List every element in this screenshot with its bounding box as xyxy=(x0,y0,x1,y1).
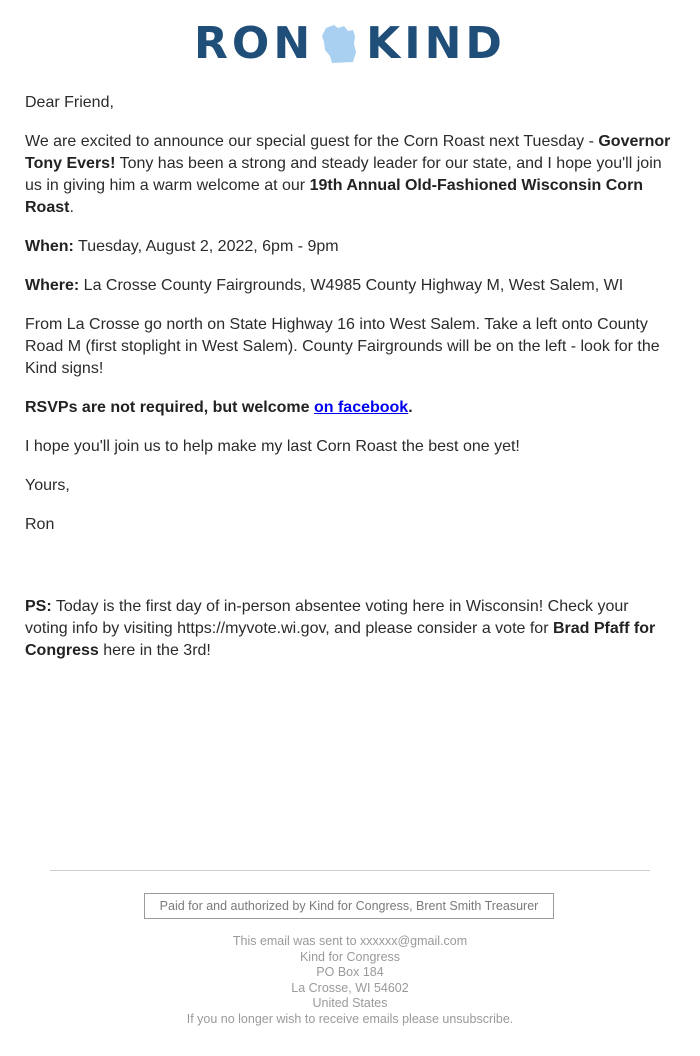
where-value: La Crosse County Fairgrounds, W4985 County Highway M, West Salem, WI xyxy=(79,277,624,294)
city-line: La Crosse, WI 54602 xyxy=(291,980,409,995)
logo-text-ron: RON xyxy=(194,18,315,69)
intro-text-continued: Tony has been a strong and steady leader for our state, and I hope you'll join us in giving him a warm welcome at our xyxy=(25,155,662,194)
org-name: Kind for Congress xyxy=(299,949,401,964)
rsvp-period: . xyxy=(408,399,413,416)
special-guest-name: Governor Tony Evers! xyxy=(25,133,671,172)
intro-paragraph xyxy=(25,131,675,219)
footer-divider xyxy=(50,870,650,871)
when-line xyxy=(25,236,675,258)
rsvp-line xyxy=(25,397,675,419)
logo-text-kind: KIND xyxy=(366,18,506,69)
facebook-link[interactable]: on facebook xyxy=(313,399,409,416)
ps-label: PS: xyxy=(25,598,52,615)
when-value: Tuesday, August 2, 2022, 6pm - 9pm xyxy=(73,238,339,255)
po-box: PO Box 184 xyxy=(316,965,384,980)
wisconsin-state-icon xyxy=(320,22,360,66)
country-line: United States xyxy=(312,996,388,1011)
footer xyxy=(0,934,700,1028)
spacer xyxy=(25,553,675,596)
rsvp-text: RSVPs are not required, but welcome xyxy=(25,399,314,416)
ps-text: Today is the first day of in-person absentee voting here in Wisconsin! Check your voting info by visiting https://myvote.wi.gov, and please consider a vote for xyxy=(25,598,629,637)
signoff: Yours, xyxy=(25,477,70,494)
when-label: When: xyxy=(25,238,74,255)
unsubscribe-line[interactable]: If you no longer wish to receive emails please unsubscribe. xyxy=(186,1011,514,1026)
signature: Ron xyxy=(25,516,55,533)
event-name: 19th Annual Old-Fashioned Wisconsin Corn Roast xyxy=(25,177,644,216)
where-line xyxy=(25,275,675,297)
ps-paragraph xyxy=(25,596,675,662)
email-body xyxy=(25,92,675,679)
where-label: Where: xyxy=(25,277,80,294)
closing-line: I hope you'll join us to help make my last Corn Roast the best one yet! xyxy=(25,438,520,455)
intro-text: We are excited to announce our special guest for the Corn Roast next Tuesday - xyxy=(25,133,599,150)
ps-text-end: here in the 3rd! xyxy=(98,642,211,659)
ron-kind-logo xyxy=(0,16,700,72)
candidate-name: Brad Pfaff for Congress xyxy=(25,620,656,659)
sent-to-line: This email was sent to xxxxxx@gmail.com xyxy=(232,934,468,948)
directions-paragraph: From La Crosse go north on State Highway 16 into West Salem. Take a left onto County Road M (first stoplight in West Salem). County Fairgrounds will be on the left - look for the Kind signs! xyxy=(25,316,660,377)
intro-period: . xyxy=(69,199,74,216)
greeting: Dear Friend, xyxy=(25,94,114,111)
paid-for-disclaimer: Paid for and authorized by Kind for Congress, Brent Smith Treasurer xyxy=(144,893,554,919)
